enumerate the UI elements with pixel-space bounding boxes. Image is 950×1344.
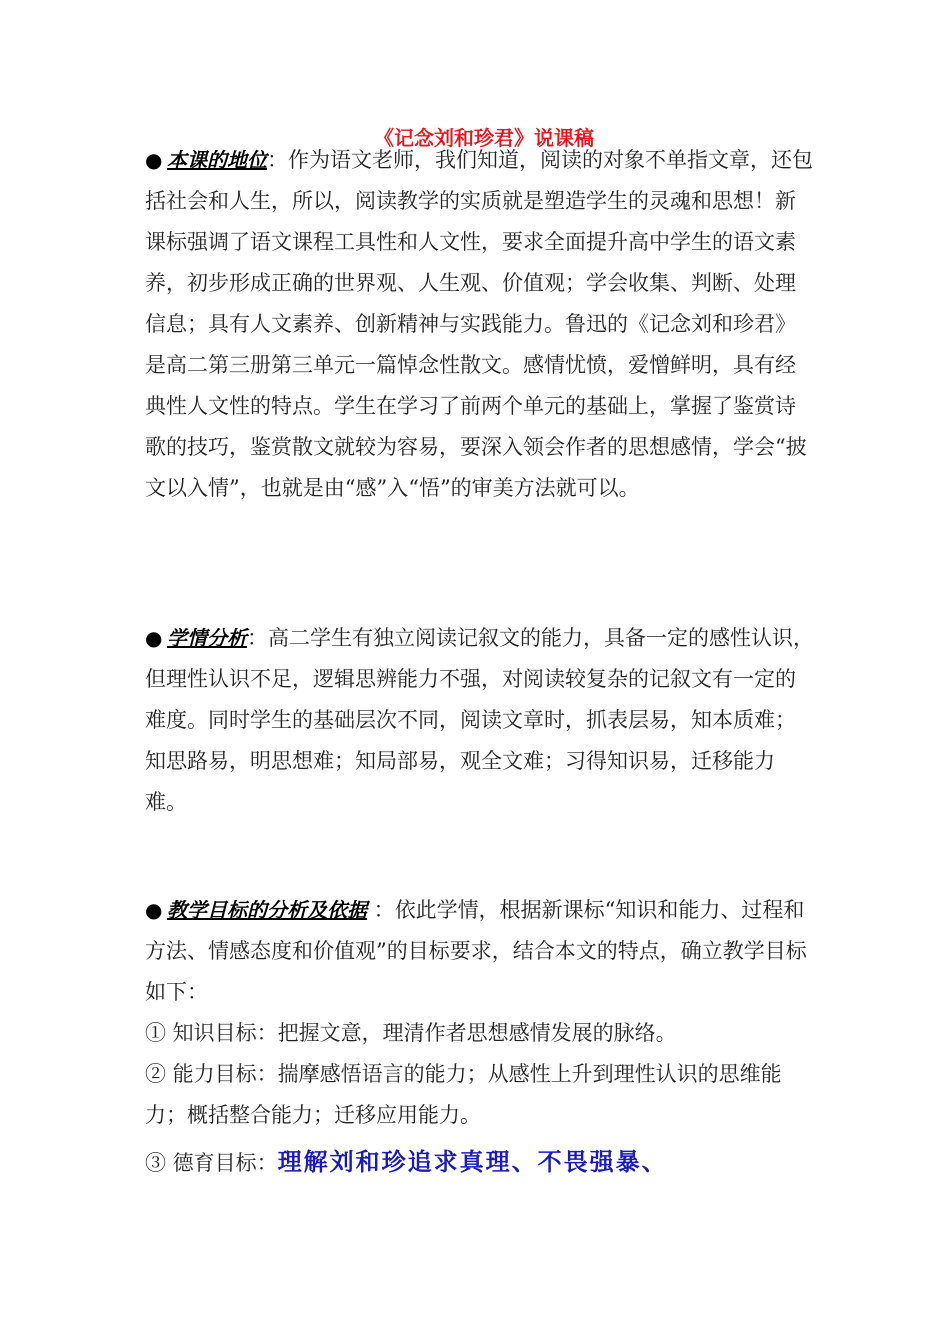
bullet-icon: ● (145, 898, 163, 922)
section-heading: 学情分析 (167, 626, 247, 650)
goal-moral (145, 1142, 815, 1184)
goal-ability: ② 能力目标：揣摩感悟语言的能力；从感性上升到理性认识的思维能力；概括整合能力；迁移应用能力。 (145, 1062, 782, 1127)
section-student-analysis (145, 618, 815, 823)
bullet-icon: ● (145, 148, 163, 172)
heading-separator: ： (247, 626, 268, 650)
section-teaching-goals (145, 890, 815, 1184)
section-course-position (145, 140, 815, 509)
section-heading: 教学目标的分析及依据 (167, 898, 367, 922)
document-title: 《记念刘和珍君》说课稿 (374, 126, 594, 150)
goal-knowledge: ① 知识目标：把握文意，理清作者思想感情发展的脉络。 (145, 1021, 677, 1045)
goal-moral-label: ③ 德育目标： (145, 1151, 278, 1175)
section-body: 作为语文老师，我们知道，阅读的对象不单指文章，还包括社会和人生，所以，阅读教学的实质就是塑造学生的灵魂和思想！新课标强调了语文课程工具性和人文性，要求全面提升高中学生的语文素养，初步形成正确的世界观、人生观、价值观；学会收集、判断、处理信息；具有人文素养、创新精神与实践能力。鲁迅的《记念刘和珍君》是高二第三册第三单元一篇悼念性散文。感情忧愤，爱憎鲜明，具有经典性人文性的特点。学生在学习了前两个单元的基础上，掌握了鉴赏诗歌的技巧，鉴赏散文就较为容易，要深入领会作者的思想感情，学会“披文以入情”，也就是由“感”入“悟”的审美方法就可以。 (145, 148, 813, 500)
bullet-icon: ● (145, 626, 163, 650)
heading-separator: ： (267, 148, 288, 172)
section-body: 高二学生有独立阅读记叙文的能力，具备一定的感性认识，但理性认识不足，逻辑思辨能力不强，对阅读较复杂的记叙文有一定的难度。同时学生的基础层次不同，阅读文章时，抓表层易，知本质难；知思路易，明思想难；知局部易，观全文难；习得知识易，迁移能力难。 (145, 626, 814, 814)
heading-separator: ： (367, 898, 395, 922)
section-body: 依此学情，根据新课标“知识和能力、过程和方法、情感态度和价值观”的目标要求，结合本文的特点，确立教学目标如下： (145, 898, 807, 1004)
goal-moral-text: 理解刘和珍追求真理、不畏强暴、 (277, 1148, 668, 1176)
section-heading: 本课的地位 (167, 148, 267, 172)
